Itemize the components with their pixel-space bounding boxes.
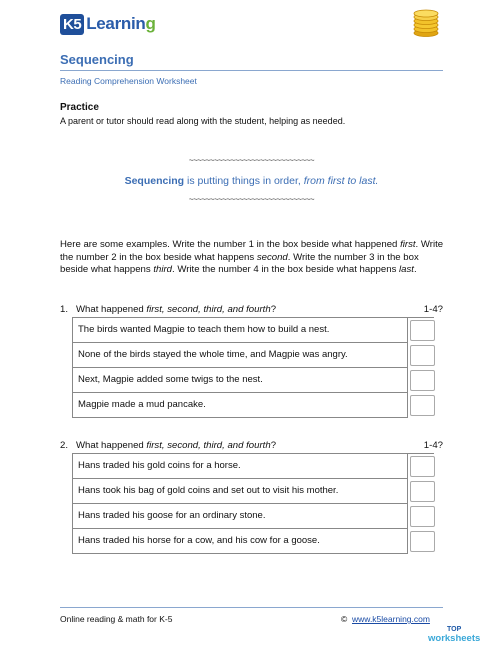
- para-text-1: Here are some examples. Write the number 1 in the box beside what happened: [60, 239, 401, 250]
- badge-top-text: TOP: [447, 626, 462, 633]
- answer-range-label: 1-4?: [423, 304, 443, 315]
- sequence-item-text: Next, Magpie added some twigs to the nest.: [78, 374, 263, 385]
- top-worksheets-badge[interactable]: [428, 625, 480, 643]
- gold-coins-icon: [409, 9, 443, 37]
- definition-term: Sequencing: [124, 175, 185, 187]
- sequence-row: [72, 343, 408, 368]
- answer-box[interactable]: [410, 320, 435, 341]
- copyright-symbol: ©: [341, 614, 348, 624]
- question-2-table: [72, 453, 434, 554]
- para-text-5: .: [413, 264, 417, 275]
- sequence-row: [72, 393, 408, 418]
- logo-wordmark: [86, 14, 155, 34]
- question-1-table: [72, 317, 434, 418]
- question-suffix: ?: [270, 304, 277, 315]
- question-number: 1.: [60, 304, 69, 315]
- question-2: [60, 440, 443, 451]
- answer-box[interactable]: [410, 395, 435, 416]
- para-text-2: . Write the number 2 in the box beside what happens: [60, 239, 444, 263]
- para-text-4: . Write the number 4 in the box beside what happens: [172, 264, 400, 275]
- footer-divider: [60, 607, 443, 608]
- definition-emphasis: from first to last.: [303, 175, 379, 187]
- logo-k5-badge: K5: [60, 14, 84, 35]
- question-number: 2.: [60, 440, 69, 451]
- logo-word-main: Learnin: [86, 14, 146, 33]
- footer-tagline: Online reading & math for K-5: [60, 614, 173, 624]
- tilde-divider-top: ~~~~~~~~~~~~~~~~~~~~~~~~~~~~~~: [188, 156, 315, 165]
- para-last: last: [399, 264, 414, 275]
- sequence-item-text: The birds wanted Magpie to teach them how to build a nest.: [78, 324, 330, 335]
- question-emphasis: first, second, third, and fourth: [146, 304, 271, 315]
- sequence-row: [72, 454, 408, 479]
- sequence-item-text: Hans took his bag of gold coins and set out to visit his mother.: [78, 485, 339, 496]
- para-text-3: . Write the number 3 in the box beside what happens: [60, 251, 419, 275]
- badge-worksheets-text: worksheets: [428, 633, 481, 644]
- sequence-row: [72, 504, 408, 529]
- practice-heading: Practice: [60, 102, 99, 113]
- sequence-item-text: Hans traded his horse for a cow, and his cow for a goose.: [78, 535, 320, 546]
- para-second: second: [256, 251, 288, 263]
- sequence-row: [72, 368, 408, 393]
- page-title: Sequencing: [60, 52, 134, 67]
- answer-box[interactable]: [410, 456, 435, 477]
- question-suffix: ?: [270, 440, 277, 451]
- instruction-paragraph: [60, 239, 445, 277]
- question-prefix: What happened: [76, 304, 147, 315]
- k5-learning-logo: [60, 11, 156, 37]
- question-1: [60, 304, 443, 315]
- answer-box[interactable]: [410, 481, 435, 502]
- answer-box[interactable]: [410, 531, 435, 552]
- para-first: first: [400, 239, 416, 250]
- question-emphasis: first, second, third, and fourth: [146, 440, 271, 451]
- question-prefix: What happened: [76, 440, 147, 451]
- tilde-divider-bottom: ~~~~~~~~~~~~~~~~~~~~~~~~~~~~~~: [188, 195, 315, 204]
- answer-box[interactable]: [410, 345, 435, 366]
- sequencing-definition: [60, 175, 443, 187]
- page-subtitle: Reading Comprehension Worksheet: [60, 76, 197, 86]
- sequence-item-text: Magpie made a mud pancake.: [78, 399, 206, 410]
- sequence-row: [72, 479, 408, 504]
- answer-range-label: 1-4?: [423, 440, 443, 451]
- sequence-row: [72, 529, 408, 554]
- sequence-row: [72, 318, 408, 343]
- practice-instructions: A parent or tutor should read along with the student, helping as needed.: [60, 116, 346, 126]
- sequence-item-text: None of the birds stayed the whole time, and Magpie was angry.: [78, 349, 348, 360]
- footer-link-group: [341, 614, 430, 624]
- answer-box[interactable]: [410, 506, 435, 527]
- title-divider: [60, 70, 443, 71]
- definition-text: is putting things in order,: [184, 175, 304, 187]
- sequence-item-text: Hans traded his goose for an ordinary stone.: [78, 510, 266, 521]
- para-third: third: [153, 264, 173, 275]
- sequence-item-text: Hans traded his gold coins for a horse.: [78, 460, 241, 471]
- logo-word-tail: g: [145, 14, 156, 33]
- k5learning-link[interactable]: www.k5learning.com: [352, 614, 430, 624]
- answer-box[interactable]: [410, 370, 435, 391]
